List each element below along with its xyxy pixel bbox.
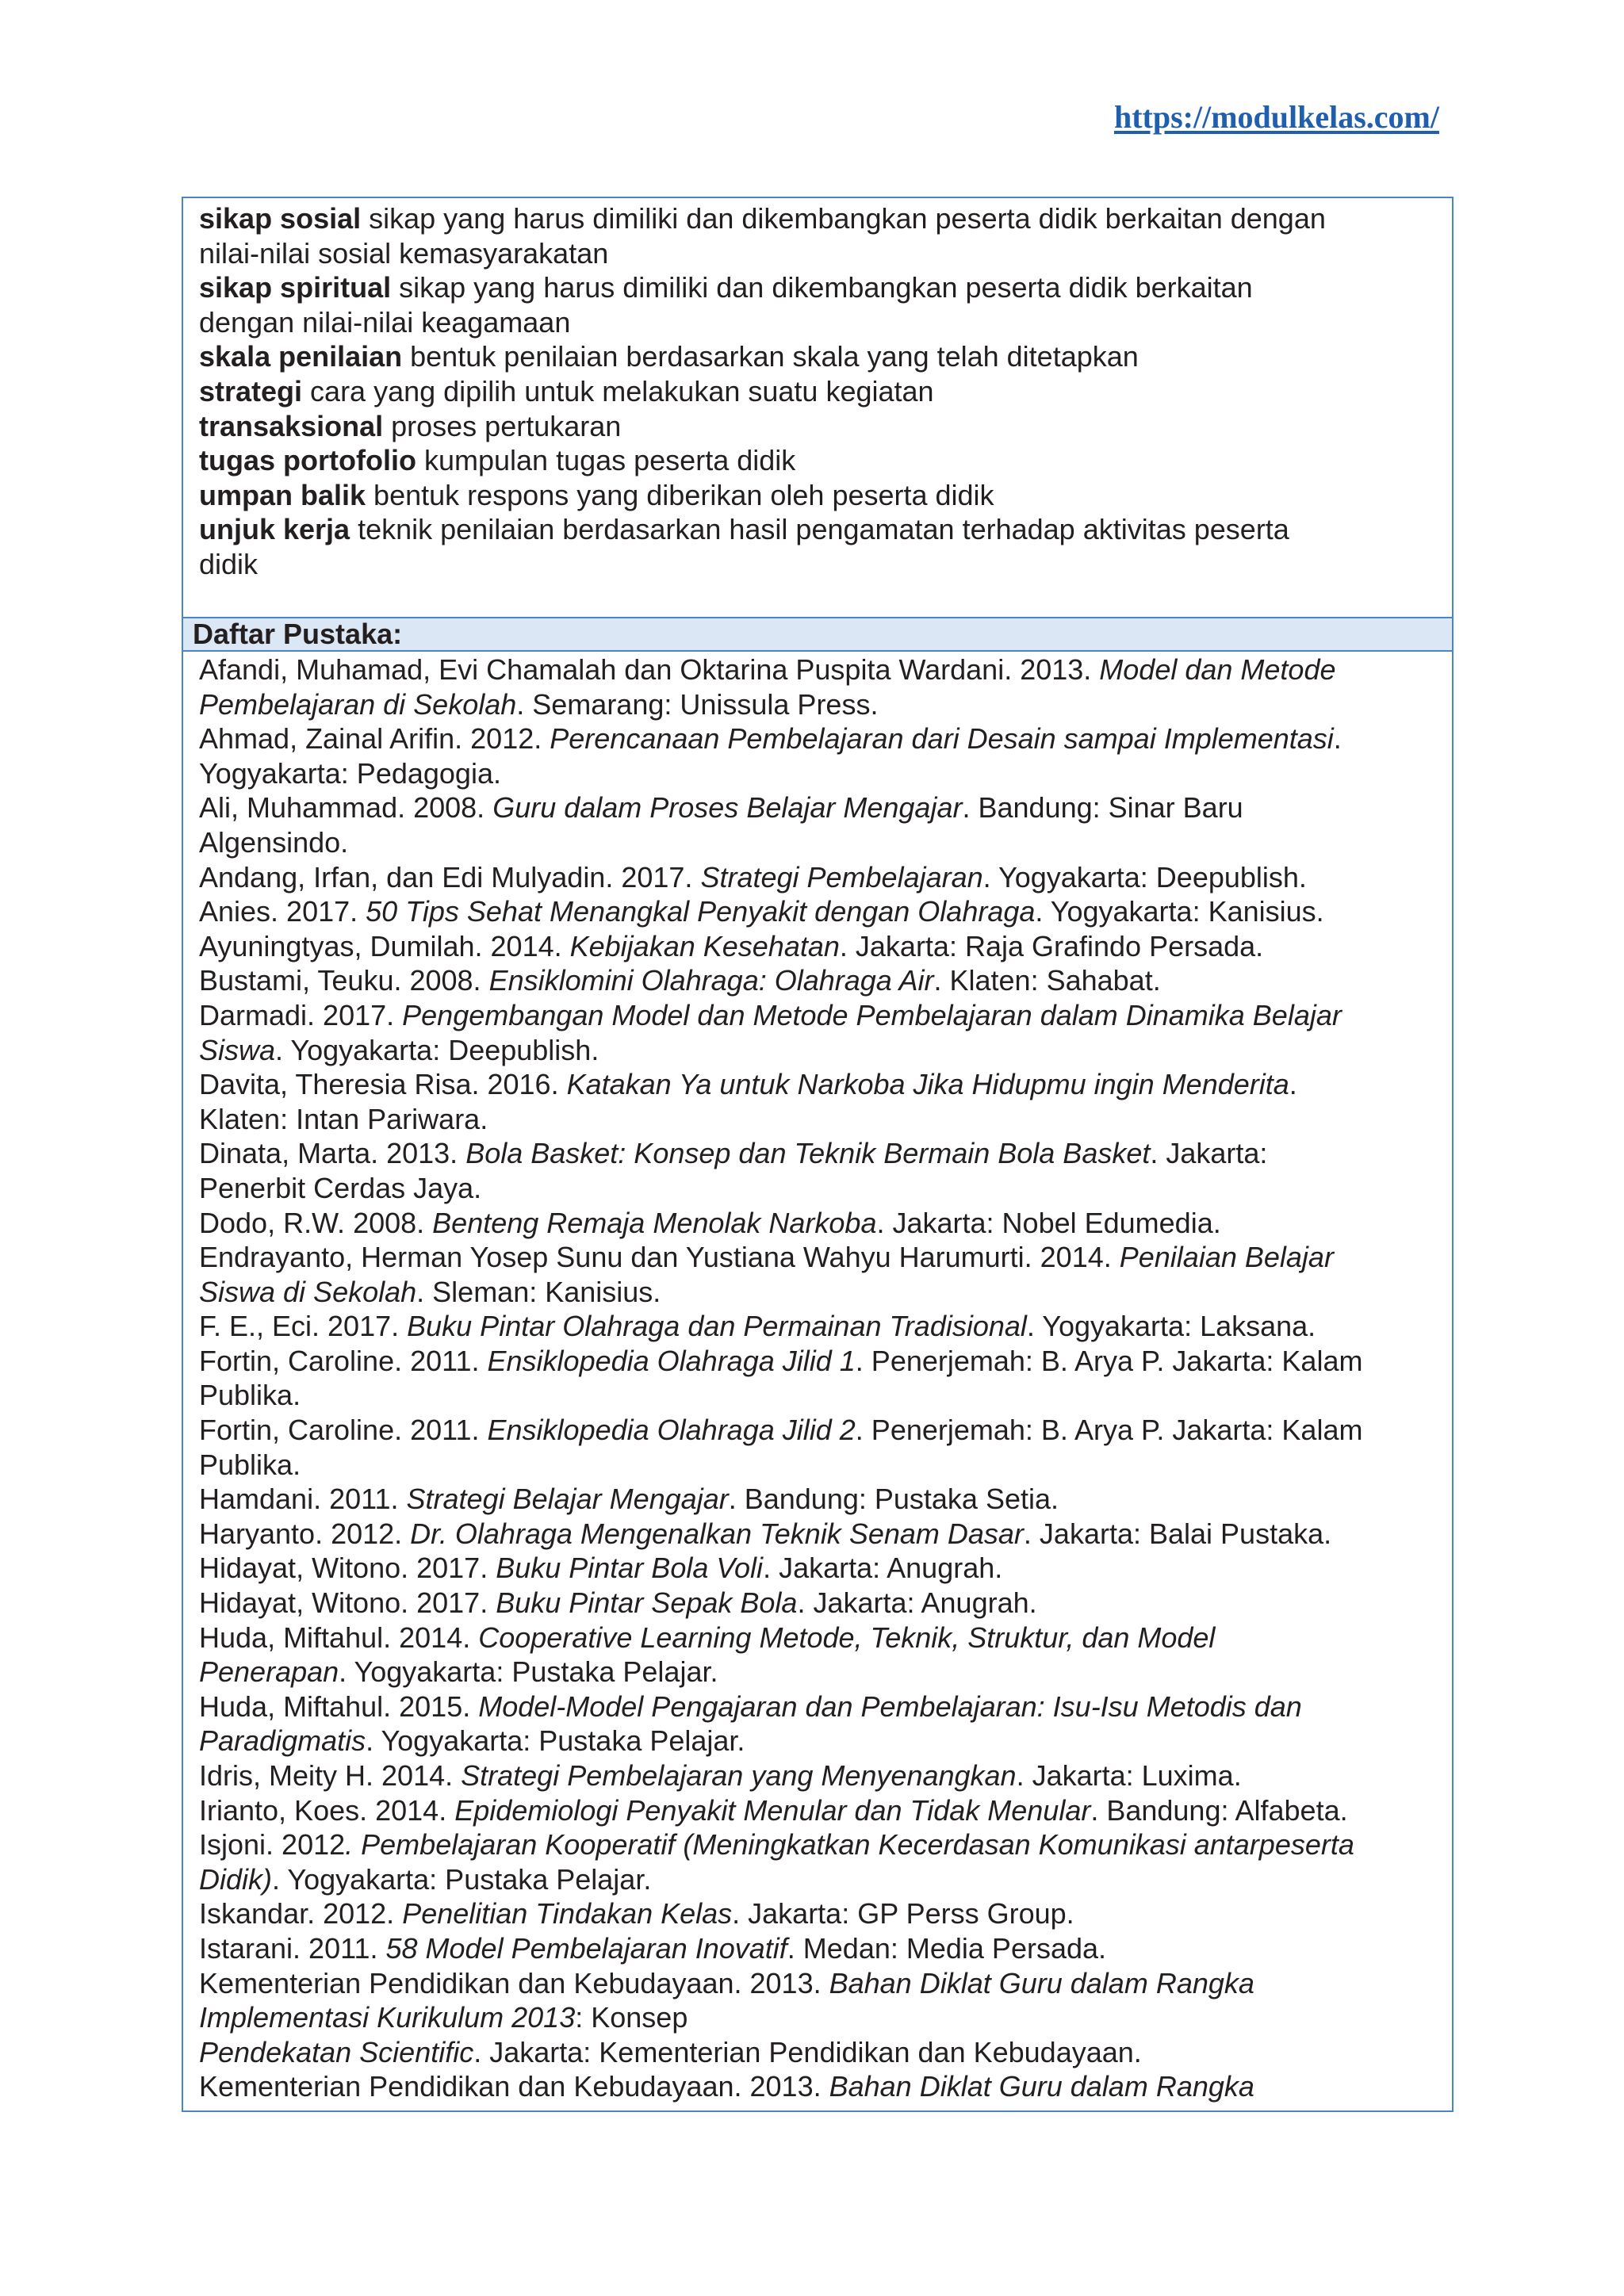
reference-text: Hidayat, Witono. 2017.: [199, 1586, 496, 1620]
reference-text: Idris, Meity H. 2014.: [199, 1759, 462, 1792]
glossary-term: sikap spiritual: [199, 271, 392, 304]
reference-text: . Jakarta: Nobel Edumedia.: [876, 1206, 1221, 1239]
reference-text: . Medan: Media Persada.: [787, 1931, 1107, 1965]
reference-title: Model dan Metode: [1099, 653, 1336, 686]
reference-text: Irianto, Koes. 2014.: [199, 1793, 455, 1827]
glossary-definition: teknik penilaian berdasarkan hasil pengamatan terhadap aktivitas peserta: [350, 513, 1289, 546]
reference-line: [199, 1171, 1444, 1206]
reference-text: . Yogyakarta: Pustaka Pelajar.: [366, 1724, 745, 1758]
glossary-line: [199, 305, 1442, 340]
reference-text: . Jakarta: GP Perss Group.: [732, 1897, 1074, 1931]
reference-title: Cooperative Learning Metode, Teknik, Struktur, dan Model: [478, 1621, 1216, 1654]
reference-title: Penelitian Tindakan Kelas: [402, 1897, 733, 1931]
reference-line: [199, 1378, 1444, 1413]
glossary-line: [199, 374, 1442, 409]
reference-title: 50 Tips Sehat Menangkal Penyakit dengan Olahraga: [366, 895, 1036, 928]
reference-line: [199, 2035, 1444, 2070]
reference-text: Klaten: Intan Pariwara.: [199, 1102, 488, 1135]
glossary-definition: bentuk respons yang diberikan oleh peserta didik: [366, 478, 994, 511]
reference-line: [199, 1033, 1444, 1068]
reference-line: [199, 756, 1444, 791]
reference-title: . Pembelajaran Kooperatif (Meningkatkan Kecerdasan Komunikasi antarpeserta: [345, 1828, 1354, 1862]
reference-line: [199, 687, 1444, 722]
reference-title: Ensiklopedia Olahraga Jilid 2: [487, 1414, 856, 1447]
reference-title: Pengembangan Model dan Metode Pembelajaran dalam Dinamika Belajar: [402, 998, 1342, 1031]
reference-line: [199, 860, 1444, 895]
reference-line: [199, 790, 1444, 825]
reference-title: Bahan Diklat Guru dalam Rangka: [829, 2070, 1254, 2103]
reference-line: [199, 1655, 1444, 1689]
glossary-line: [199, 443, 1442, 478]
glossary-term: sikap sosial: [199, 202, 362, 235]
reference-text: Publika.: [199, 1448, 301, 1481]
reference-line: [199, 1448, 1444, 1483]
reference-text: . Klaten: Sahabat.: [933, 964, 1161, 997]
glossary-definition: proses pertukaran: [383, 409, 622, 442]
reference-text: . Yogyakarta: Kanisius.: [1035, 895, 1324, 928]
reference-title: Model-Model Pengajaran dan Pembelajaran: Isu-Isu Metodis dan: [478, 1689, 1302, 1723]
reference-text: . Jakarta: Anugrah.: [797, 1586, 1037, 1620]
reference-text: . Jakarta:: [1150, 1137, 1268, 1170]
reference-text: Hidayat, Witono. 2017.: [199, 1552, 496, 1585]
reference-line: [199, 1413, 1444, 1448]
reference-line: [199, 1586, 1444, 1621]
reference-line: [199, 1758, 1444, 1793]
reference-text: . Yogyakarta: Deepublish.: [275, 1033, 599, 1066]
reference-title: Kebijakan Kesehatan: [569, 929, 840, 962]
reference-title: Penilaian Belajar: [1119, 1241, 1334, 1274]
reference-text: . Jakarta: Raja Grafindo Persada.: [839, 929, 1264, 962]
reference-title: Benteng Remaja Menolak Narkoba: [432, 1206, 877, 1239]
reference-title: Implementasi Kurikulum 2013: [199, 2001, 576, 2034]
reference-line: [199, 1517, 1444, 1552]
reference-text: Ayuningtyas, Dumilah. 2014.: [199, 929, 570, 962]
reference-text: Huda, Miftahul. 2014.: [199, 1621, 479, 1654]
reference-text: . Bandung: Pustaka Setia.: [728, 1483, 1059, 1516]
reference-title: Paradigmatis: [199, 1724, 366, 1758]
reference-text: . Yogyakarta: Pustaka Pelajar.: [339, 1655, 718, 1689]
reference-text: . Bandung: Alfabeta.: [1090, 1793, 1348, 1827]
glossary-definition: nilai-nilai sosial kemasyarakatan: [199, 236, 609, 270]
reference-line: [199, 825, 1444, 860]
reference-text: F. E., Eci. 2017.: [199, 1310, 408, 1343]
glossary-term: transaksional: [199, 409, 384, 442]
reference-title: Buku Pintar Olahraga dan Permainan Tradisional: [407, 1310, 1027, 1343]
glossary-definition: didik: [199, 547, 259, 580]
reference-line: [199, 1136, 1444, 1171]
reference-text: Davita, Theresia Risa. 2016.: [199, 1068, 567, 1101]
references-list: [199, 652, 1444, 2104]
reference-title: Ensiklomini Olahraga: Olahraga Air: [488, 964, 934, 997]
glossary-term: skala penilaian: [199, 340, 403, 373]
reference-text: Publika.: [199, 1379, 301, 1412]
reference-text: Fortin, Caroline. 2011.: [199, 1414, 488, 1447]
reference-line: [199, 998, 1444, 1033]
reference-line: [199, 1931, 1444, 1966]
reference-text: Fortin, Caroline. 2011.: [199, 1344, 488, 1377]
reference-title: Buku Pintar Sepak Bola: [496, 1586, 798, 1620]
glossary-line: [199, 478, 1442, 513]
glossary-line: [199, 339, 1442, 374]
reference-line: [199, 1344, 1444, 1379]
reference-line: [199, 1827, 1444, 1862]
reference-title: Penerapan: [199, 1655, 339, 1689]
reference-line: [199, 1482, 1444, 1517]
reference-text: . Jakarta: Balai Pustaka.: [1023, 1517, 1332, 1550]
reference-title: Katakan Ya untuk Narkoba Jika Hidupmu ingin Menderita: [566, 1068, 1289, 1101]
reference-title: Siswa di Sekolah: [199, 1275, 417, 1308]
content-table: [182, 197, 1454, 2112]
reference-text: . Yogyakarta: Laksana.: [1026, 1310, 1316, 1343]
reference-title: Guru dalam Proses Belajar Mengajar: [492, 791, 963, 825]
reference-title: Buku Pintar Bola Voli: [496, 1552, 764, 1585]
reference-title: Didik): [199, 1862, 273, 1896]
glossary-definition: dengan nilai-nilai keagamaan: [199, 305, 571, 339]
reference-text: . Sleman: Kanisius.: [416, 1275, 661, 1308]
reference-title: Bahan Diklat Guru dalam Rangka: [829, 1966, 1254, 1999]
glossary-definition: kumpulan tugas peserta didik: [416, 444, 796, 477]
glossary-line: [199, 512, 1442, 547]
reference-text: Algensindo.: [199, 825, 349, 859]
reference-text: Dodo, R.W. 2008.: [199, 1206, 433, 1239]
reference-text: . Bandung: Sinar Baru: [962, 791, 1243, 825]
glossary-line: [199, 270, 1442, 305]
reference-text: .: [1333, 722, 1342, 756]
glossary-definition: bentuk penilaian berdasarkan skala yang telah ditetapkan: [402, 340, 1139, 373]
reference-text: .: [1289, 1068, 1297, 1101]
reference-text: Afandi, Muhamad, Evi Chamalah dan Oktarina Puspita Wardani. 2013.: [199, 653, 1100, 686]
glossary-definition: sikap yang harus dimiliki dan dikembangkan peserta didik berkaitan: [391, 271, 1253, 304]
reference-text: Darmadi. 2017.: [199, 998, 403, 1031]
reference-line: [199, 1240, 1444, 1275]
reference-title: 58 Model Pembelajaran Inovatif: [385, 1931, 787, 1965]
reference-text: Penerbit Cerdas Jaya.: [199, 1171, 482, 1204]
reference-text: . Yogyakarta: Deepublish.: [982, 860, 1307, 894]
reference-text: Dinata, Marta. 2013.: [199, 1137, 466, 1170]
reference-line: [199, 1551, 1444, 1586]
reference-text: : Konsep: [575, 2001, 688, 2034]
reference-text: Ahmad, Zainal Arifin. 2012.: [199, 722, 550, 756]
glossary-line: [199, 547, 1442, 582]
reference-text: Istarani. 2011.: [199, 1931, 386, 1965]
reference-line: [199, 652, 1444, 687]
glossary-line: [199, 201, 1442, 236]
reference-text: Huda, Miftahul. 2015.: [199, 1689, 479, 1723]
reference-text: . Jakarta: Luxima.: [1016, 1759, 1242, 1792]
reference-text: Haryanto. 2012.: [199, 1517, 411, 1550]
glossary-definition: cara yang dipilih untuk melakukan suatu kegiatan: [302, 374, 934, 408]
source-url-link[interactable]: https://modulkelas.com/: [1113, 99, 1439, 135]
reference-text: Isjoni. 2012: [199, 1828, 346, 1862]
reference-line: [199, 721, 1444, 756]
reference-line: [199, 1724, 1444, 1758]
reference-text: Andang, Irfan, dan Edi Mulyadin. 2017.: [199, 860, 701, 894]
reference-title: Perencanaan Pembelajaran dari Desain sampai Implementasi: [550, 722, 1334, 756]
reference-title: Strategi Pembelajaran: [700, 860, 983, 894]
reference-line: [199, 1206, 1444, 1241]
reference-text: . Semarang: Unissula Press.: [516, 687, 879, 721]
reference-title: Bola Basket: Konsep dan Teknik Bermain Bola Basket: [465, 1137, 1151, 1170]
reference-text: . Penerjemah: B. Arya P. Jakarta: Kalam: [855, 1344, 1363, 1377]
reference-line: [199, 1966, 1444, 2001]
reference-title: Siswa: [199, 1033, 276, 1066]
reference-line: [199, 1896, 1444, 1931]
reference-text: Hamdani. 2011.: [199, 1483, 407, 1516]
reference-text: Kementerian Pendidikan dan Kebudayaan. 2013.: [199, 2070, 829, 2103]
glossary-cell: [183, 198, 1452, 618]
reference-line: [199, 1309, 1444, 1344]
reference-title: Strategi Belajar Mengajar: [406, 1483, 729, 1516]
reference-text: . Jakarta: Anugrah.: [763, 1552, 1003, 1585]
reference-line: [199, 1067, 1444, 1102]
reference-line: [199, 1689, 1444, 1724]
reference-text: Iskandar. 2012.: [199, 1897, 403, 1931]
glossary-term: umpan balik: [199, 478, 366, 511]
reference-line: [199, 1793, 1444, 1828]
reference-text: Yogyakarta: Pedagogia.: [199, 756, 501, 790]
reference-text: . Penerjemah: B. Arya P. Jakarta: Kalam: [855, 1414, 1363, 1447]
reference-text: Bustami, Teuku. 2008.: [199, 964, 489, 997]
glossary-line: [199, 409, 1442, 444]
reference-title: Pembelajaran di Sekolah: [199, 687, 517, 721]
reference-title: Dr. Olahraga Mengenalkan Teknik Senam Dasar: [410, 1517, 1024, 1550]
reference-line: [199, 1275, 1444, 1310]
references-heading: Daftar Pustaka:: [183, 618, 1452, 652]
reference-text: Ali, Muhammad. 2008.: [199, 791, 493, 825]
reference-text: Anies. 2017.: [199, 895, 366, 928]
reference-line: [199, 1102, 1444, 1137]
reference-title: Ensiklopedia Olahraga Jilid 1: [487, 1344, 856, 1377]
reference-line: [199, 894, 1444, 929]
glossary-line: [199, 236, 1442, 271]
reference-line: [199, 1862, 1444, 1897]
reference-text: Endrayanto, Herman Yosep Sunu dan Yustiana Wahyu Harumurti. 2014.: [199, 1241, 1120, 1274]
reference-text: . Yogyakarta: Pustaka Pelajar.: [272, 1862, 652, 1896]
reference-line: [199, 2069, 1444, 2104]
reference-title: Strategi Pembelajaran yang Menyenangkan: [461, 1759, 1017, 1792]
reference-line: [199, 929, 1444, 964]
glossary-term: unjuk kerja: [199, 513, 350, 546]
reference-line: [199, 963, 1444, 998]
glossary-definition: sikap yang harus dimiliki dan dikembangkan peserta didik berkaitan dengan: [361, 202, 1326, 235]
reference-text: . Jakarta: Kementerian Pendidikan dan Kebudayaan.: [473, 2035, 1142, 2068]
reference-line: [199, 1621, 1444, 1655]
reference-text: Kementerian Pendidikan dan Kebudayaan. 2013.: [199, 1966, 829, 1999]
reference-line: [199, 2000, 1444, 2035]
glossary-term: strategi: [199, 374, 303, 408]
reference-title: Pendekatan Scientific: [199, 2035, 474, 2068]
reference-title: Epidemiologi Penyakit Menular dan Tidak Menular: [454, 1793, 1091, 1827]
glossary-term: tugas portofolio: [199, 444, 416, 477]
